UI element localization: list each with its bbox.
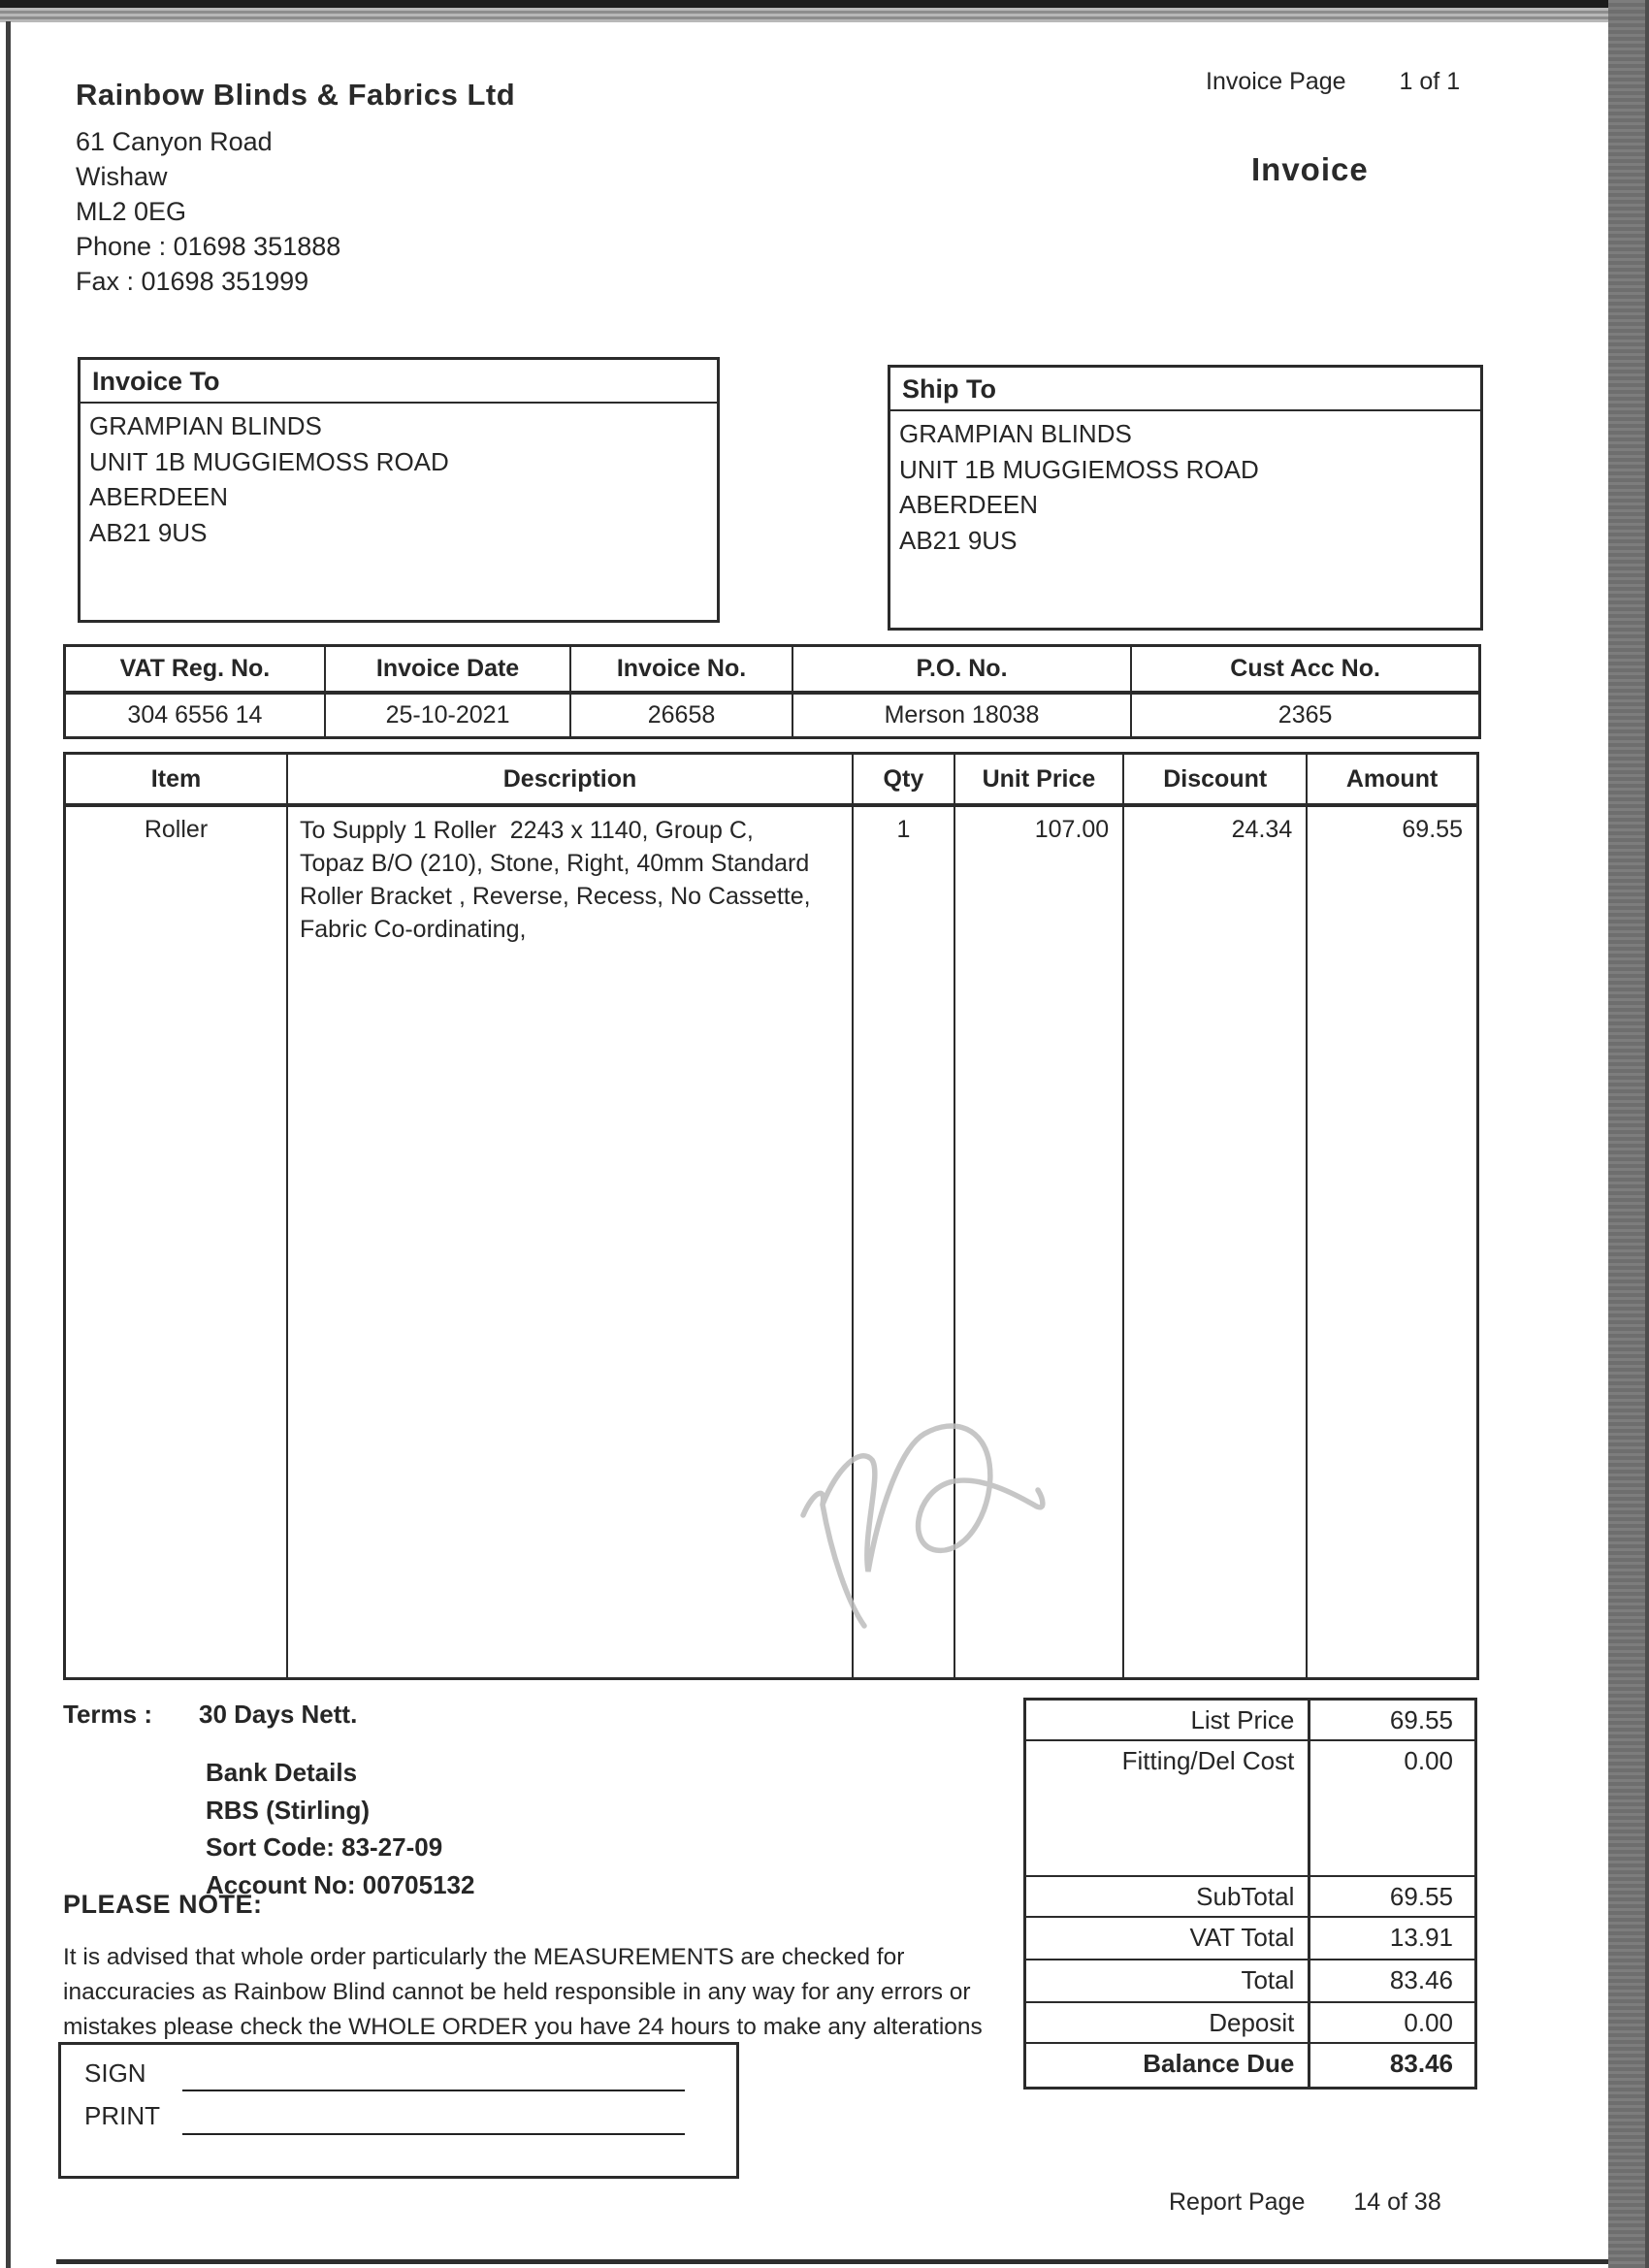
totals-label: Total [1026,1960,1310,2001]
address-line: GRAMPIAN BLINDS [899,419,1132,448]
totals-value: 13.91 [1389,1923,1453,1952]
note-body: It is advised that whole order particularly the MEASUREMENTS are checked for inaccuracies as Rainbow Blind cannot be held responsible in any way for any errors or mistakes please check the WHOLE ORDER you have 24 hours to make any alterations [63,1944,983,2040]
ship-to-address [890,411,1480,563]
cust-acc-no-value: 2365 [1277,701,1333,729]
totals-table [1023,1698,1477,2090]
scan-edge-top-dark [0,0,1649,8]
address-line: ABERDEEN [89,482,229,511]
invoice-page-label: Invoice Page [1206,68,1346,95]
report-page-value: 14 of 38 [1353,2188,1441,2216]
scan-edge-right-band [1608,0,1649,2268]
totals-label: Balance Due [1026,2044,1310,2087]
invoice-to-box [78,357,720,623]
items-header-cell: Discount [1124,755,1308,803]
invoice-meta-table [63,644,1481,739]
meta-header-row [66,647,1478,695]
report-page-indicator [1169,2188,1441,2217]
address-line: UNIT 1B MUGGIEMOSS ROAD [899,454,1259,484]
totals-label: Deposit [1026,2003,1310,2042]
description-cell [288,807,854,1677]
description-line: Roller Bracket , Reverse, Recess, No Cassette, [300,883,811,910]
bank-details-block [206,1754,474,1903]
description-line: To Supply 1 Roller 2243 x 1140, Group C, [300,817,754,844]
print-label: PRINT [84,2101,160,2130]
totals-value: 83.46 [1389,2049,1453,2078]
totals-label: List Price [1026,1701,1310,1739]
address-line: UNIT 1B MUGGIEMOSS ROAD [89,446,449,476]
company-address-line: Wishaw [76,162,168,191]
meta-header-cell: Invoice Date [326,647,571,691]
totals-label: VAT Total [1026,1918,1310,1959]
scan-edge-top-gray [0,8,1649,22]
meta-header-cell: P.O. No. [793,647,1132,691]
items-body-row [66,807,1476,1677]
totals-row [1026,2001,1474,2042]
scan-edge-bottom-line [56,2259,1608,2264]
company-fax: Fax : 01698 351999 [76,267,309,296]
terms-label: Terms : [63,1700,152,1729]
address-line: AB21 9US [899,525,1018,555]
terms-value: 30 Days Nett. [199,1700,358,1729]
item-cell: Roller [66,807,288,1677]
bank-details-line: Sort Code: 83-27-09 [206,1832,443,1862]
invoice-date-value: 25-10-2021 [326,695,571,736]
totals-label: Fitting/Del Cost [1026,1741,1310,1875]
report-page-label: Report Page [1169,2188,1306,2216]
bank-details-line: RBS (Stirling) [206,1795,370,1825]
bank-details-line: Bank Details [206,1758,358,1787]
description-line: Fabric Co-ordinating, [300,916,527,943]
scan-edge-left-line [6,21,11,2268]
discount-cell: 24.34 [1124,807,1308,1677]
amount-cell: 69.55 [1402,816,1463,843]
invoice-to-header: Invoice To [81,360,717,404]
totals-row [1026,1701,1474,1739]
po-no-value: Merson 18038 [793,695,1132,736]
items-header-cell: Qty [854,755,955,803]
totals-value: 69.55 [1389,1705,1453,1734]
totals-value: 83.46 [1389,1965,1453,1994]
items-header-row [66,755,1476,807]
company-address-line: 61 Canyon Road [76,127,273,156]
totals-row [1026,1959,1474,2001]
sign-line [182,2090,685,2091]
sign-label: SIGN [84,2058,146,2088]
ship-to-header: Ship To [890,368,1480,411]
items-header-cell: Amount [1345,764,1439,793]
line-items-table [63,752,1479,1680]
items-header-cell: Unit Price [955,755,1124,803]
totals-value: 69.55 [1389,1882,1453,1911]
bank-details-line: Account No: 00705132 [206,1869,475,1899]
ship-to-box [888,365,1483,631]
company-header [76,78,515,299]
print-line [182,2133,685,2135]
totals-label: SubTotal [1026,1877,1310,1916]
totals-row [1026,1875,1474,1916]
terms-row [63,1700,357,1730]
address-line: GRAMPIAN BLINDS [89,411,322,440]
address-line: AB21 9US [89,517,208,547]
invoice-to-address [81,404,717,555]
company-name: Rainbow Blinds & Fabrics Ltd [76,78,516,112]
description-line: Topaz B/O (210), Stone, Right, 40mm Standard [300,850,810,877]
meta-header-cell: Cust Acc No. [1230,655,1380,682]
meta-value-row [66,695,1478,736]
invoice-page-value: 1 of 1 [1399,68,1461,95]
company-phone: Phone : 01698 351888 [76,232,341,261]
unit-price-cell: 107.00 [955,807,1124,1677]
totals-row [1026,1916,1474,1959]
invoice-no-value: 26658 [571,695,793,736]
company-address-line: ML2 0EG [76,197,187,226]
meta-header-cell: Invoice No. [571,647,793,691]
signature-box [58,2042,739,2179]
totals-row [1026,1739,1474,1875]
invoice-page-indicator [1206,68,1460,96]
vat-reg-no-value: 304 6556 14 [66,695,326,736]
totals-value: 0.00 [1404,1746,1453,1775]
address-line: ABERDEEN [899,490,1039,519]
note-heading: PLEASE NOTE: [63,1890,263,1919]
totals-row-balance-due [1026,2042,1474,2087]
qty-cell: 1 [854,807,955,1677]
totals-value: 0.00 [1404,2008,1453,2037]
meta-header-cell: VAT Reg. No. [66,647,326,691]
items-header-cell: Description [288,755,854,803]
items-header-cell: Item [66,755,288,803]
document-title: Invoice [1251,151,1369,187]
